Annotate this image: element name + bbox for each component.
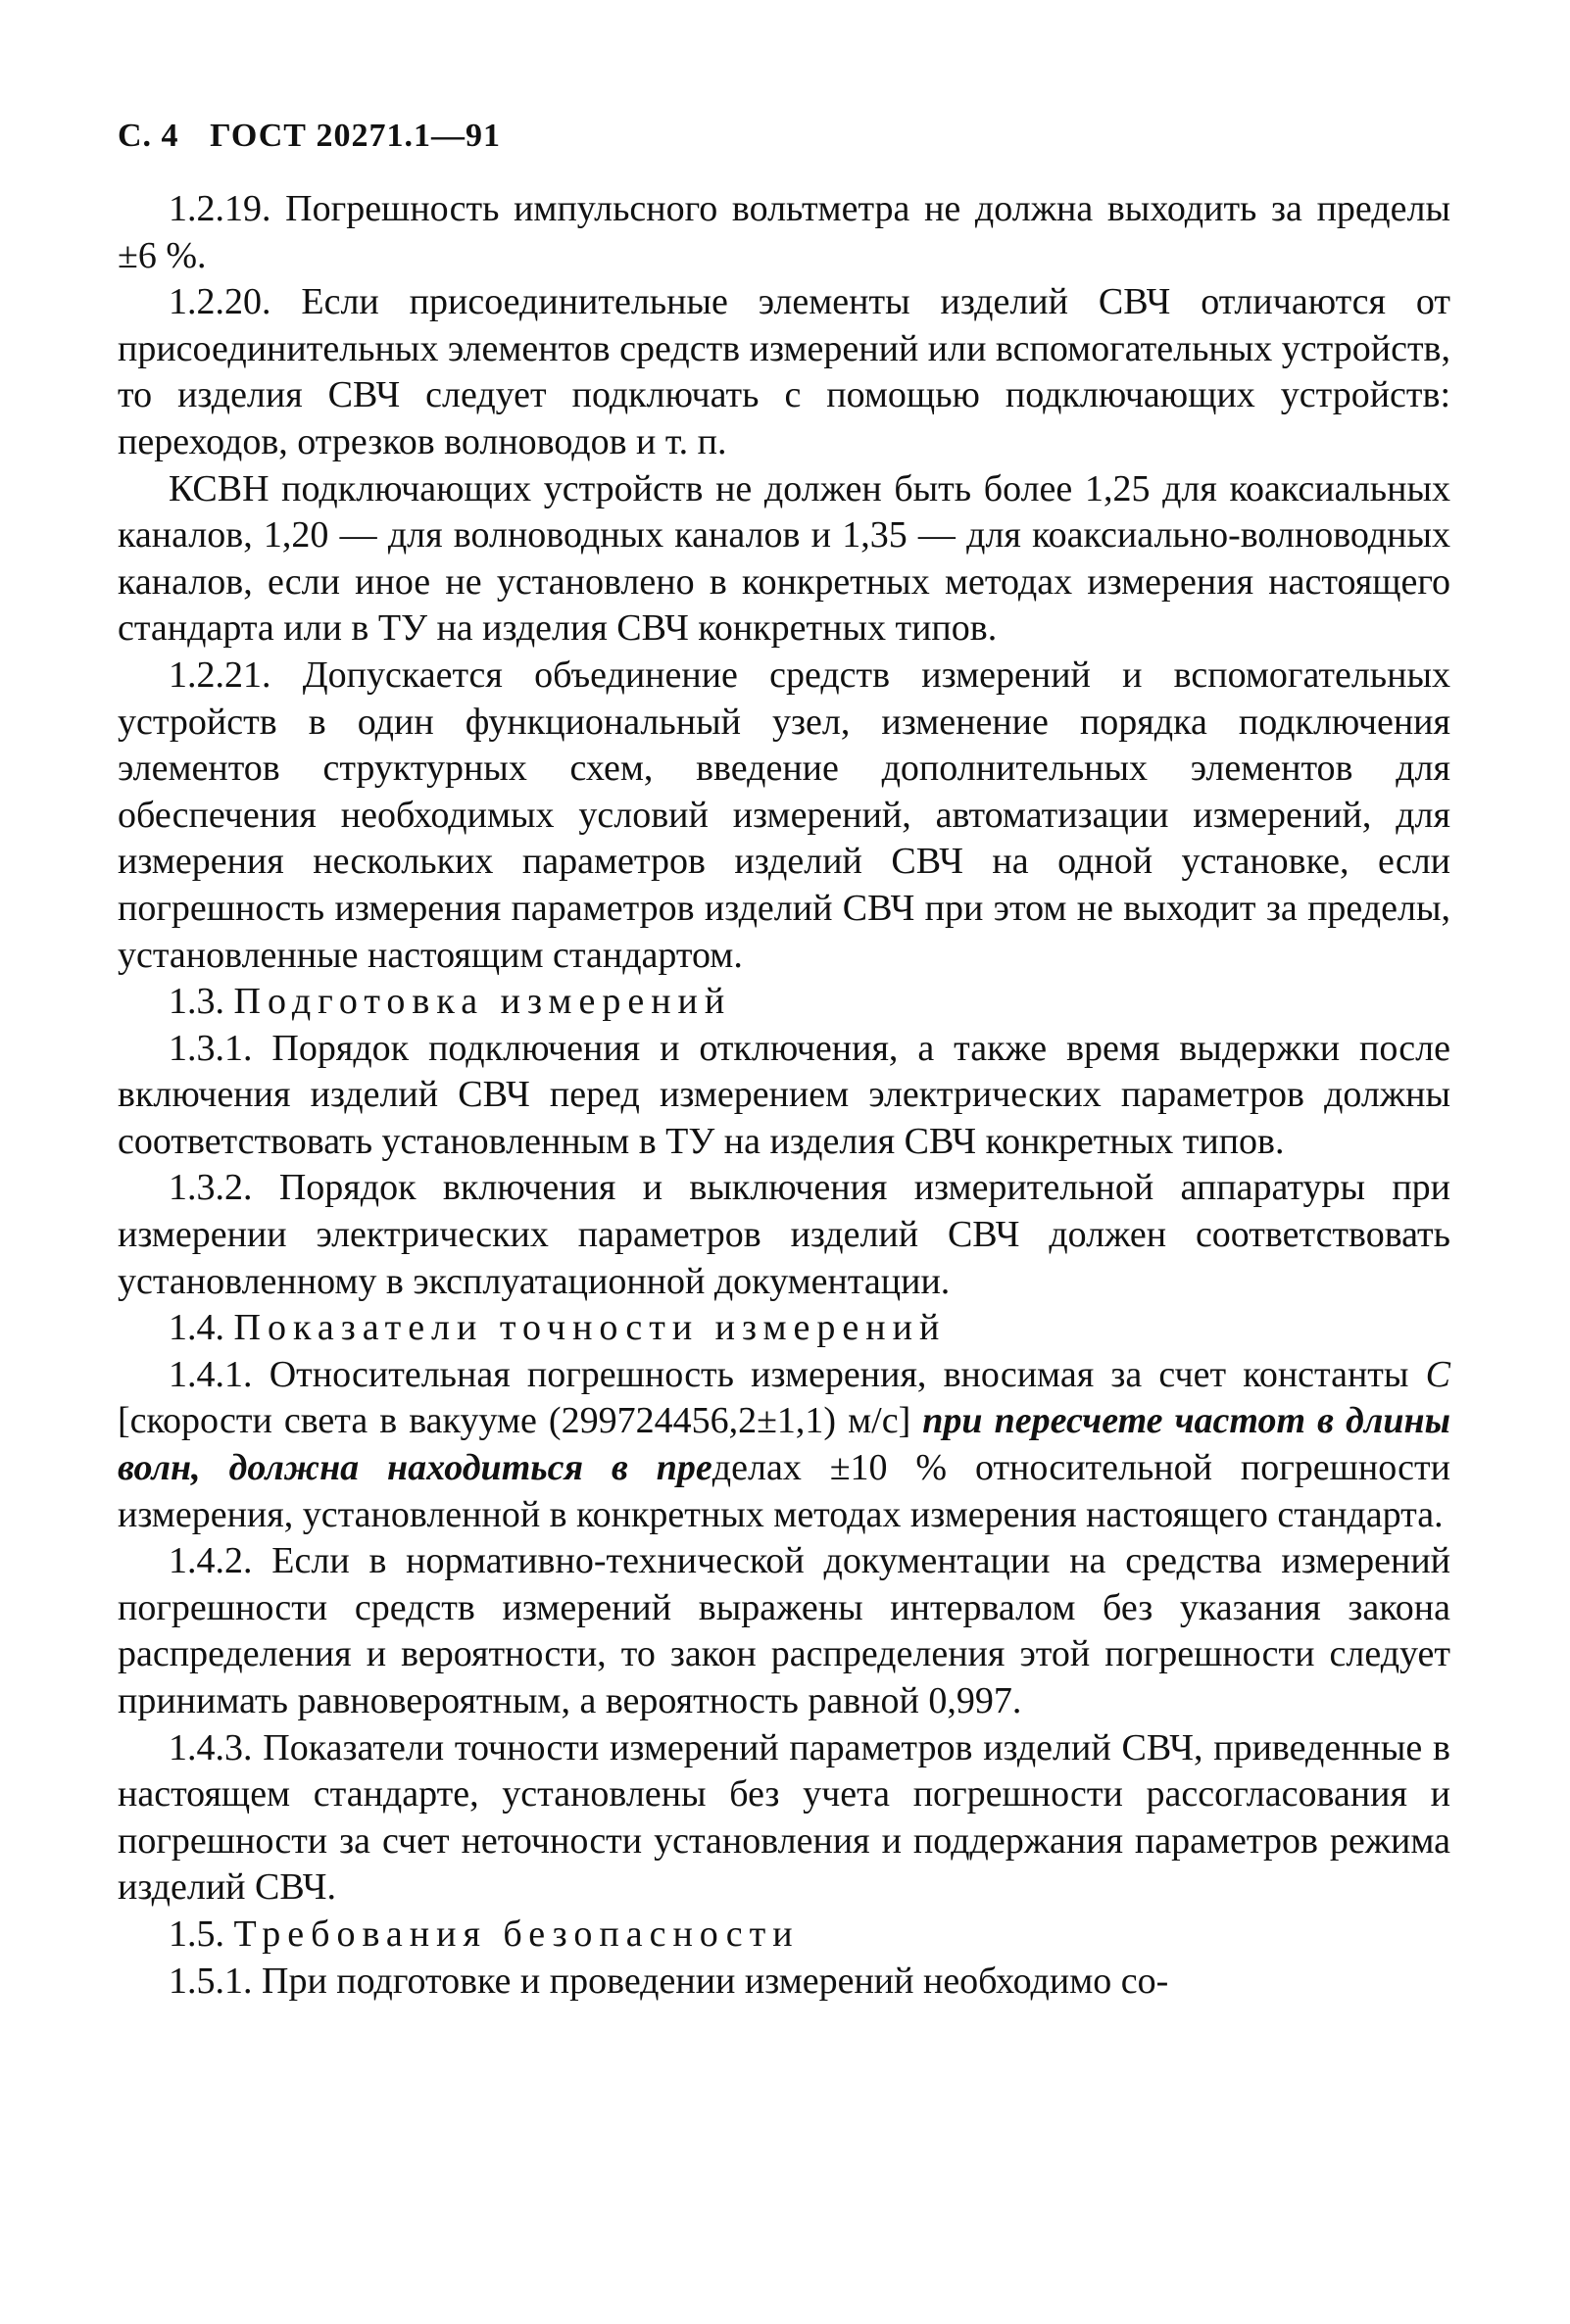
section-title: Требования безопасности (233, 1912, 800, 1955)
section-heading-1-3 (118, 979, 1450, 1026)
paragraph-1-4-1 (118, 1352, 1450, 1538)
page-number: С. 4 (118, 118, 179, 154)
paragraph-ksvn: КСВН подключающих устройств не должен быть более 1,25 для коаксиальных каналов, 1,20 — для волноводных каналов и 1,35 — для коаксиально-волноводных каналов, если иное не установлено в конкретных методах измерения настоящего стандарта или в ТУ на изделия СВЧ конкретных типов. (118, 467, 1450, 650)
paragraph-1-2-19: 1.2.19. Погрешность импульсного вольтметра не должна выходить за пределы ±6 %. (118, 188, 1450, 276)
section-number: 1.5. (169, 1912, 224, 1955)
text-run: [скорости света в вакууме (299724456,2±1,1) м/с] (118, 1400, 923, 1442)
section-number: 1.4. (169, 1307, 224, 1349)
standard-code: ГОСТ 20271.1—91 (210, 118, 501, 154)
paragraph-1-4-2: 1.4.2. Если в нормативно-технической документации на средства измерений погрешности средств измерений выражены интервалом без указания закона распределения и вероятности, то закон распределения этой погрешности следует принимать равновероятным, а вероятность равной 0,997. (118, 1540, 1450, 1721)
section-heading-1-4 (118, 1305, 1450, 1352)
section-number: 1.3. (169, 981, 224, 1023)
italic-text-run: при пересчете частот в длины волн, должна находиться в пре (118, 1400, 1450, 1489)
paragraph-1-2-21: 1.2.21. Допускается объединение средств измерений и вспомогательных устройств в один функциональный узел, изменение порядка подключения элементов структурных схем, введение дополнительных элементов для обеспечения необходимых условий измерений, автоматизации измерений, для измерения нескольких параметров изделий СВЧ на одной установке, если погрешность измерения параметров изделий СВЧ при этом не выходит за пределы, установленные настоящим стандартом. (118, 654, 1450, 976)
section-title: Показатели точности измерений (233, 1307, 947, 1349)
paragraph-1-4-3: 1.4.3. Показатели точности измерений параметров изделий СВЧ, приведенные в настоящем стандарте, установлены без учета погрешности рассогласования и погрешности за счет неточности установления и поддержания параметров режима изделий СВЧ. (118, 1726, 1450, 1909)
text-run: делах ±10 % относительной погрешности измерения, установленной в конкретных методах измерения настоящего стандарта. (118, 1447, 1450, 1535)
constant-c: С (1425, 1353, 1450, 1395)
paragraph-1-5-1: 1.5.1. При подготовке и проведении измерений необходимо со- (169, 1960, 1169, 2002)
document-page (118, 118, 1450, 2005)
text-run: 1.4.1. Относительная погрешность измерения, вносимая за счет константы (169, 1353, 1426, 1395)
page-header (118, 118, 1450, 159)
section-title: Подготовка измерений (233, 981, 732, 1023)
paragraph-1-3-2: 1.3.2. Порядок включения и выключения измерительной аппаратуры при измерении электрических параметров изделий СВЧ должен соответствовать установленному в эксплуатационной документации. (118, 1167, 1450, 1302)
paragraph-1-3-1: 1.3.1. Порядок подключения и отключения, а также время выдержки после включения изделий СВЧ перед измерением электрических параметров должны соответствовать установленным в ТУ на изделия СВЧ конкретных типов. (118, 1027, 1450, 1162)
section-heading-1-5 (118, 1912, 1450, 1959)
paragraph-1-2-20: 1.2.20. Если присоединительные элементы изделий СВЧ отличаются от присоединительных элементов средств измерений или вспомогательных устройств, то изделия СВЧ следует подключать с помощью подключающих устройств: переходов, отрезков волноводов и т. п. (118, 281, 1450, 462)
